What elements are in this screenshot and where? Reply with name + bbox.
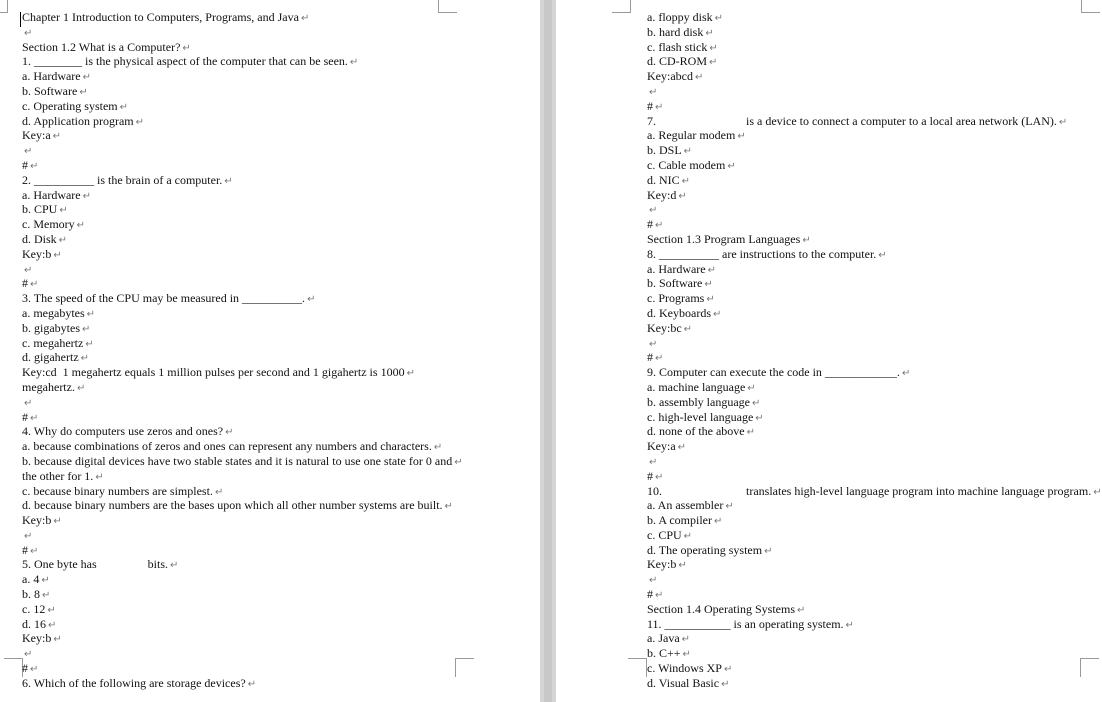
paragraph-mark-icon: ↵ bbox=[82, 72, 92, 84]
line-text: Key:cd 1 megahertz equals 1 million pulses per second and 1 gigahertz is 1000 bbox=[22, 365, 405, 380]
paragraph-mark-icon: ↵ bbox=[709, 57, 718, 69]
line-text: c. Operating system bbox=[22, 98, 118, 113]
paragraph-mark-icon: ↵ bbox=[747, 382, 756, 394]
crop-mark-top-left bbox=[612, 0, 631, 13]
document-line[interactable] bbox=[647, 411, 1092, 426]
document-line[interactable] bbox=[647, 70, 1092, 85]
line-text: 10. translates high-level language program into machine language program. bbox=[647, 483, 1092, 498]
document-line[interactable] bbox=[647, 470, 1092, 485]
line-text: # bbox=[22, 276, 28, 291]
paragraph-mark-icon: ↵ bbox=[706, 294, 715, 306]
document-line[interactable] bbox=[22, 425, 522, 440]
document-line[interactable] bbox=[647, 529, 1092, 544]
paragraph-mark-icon: ↵ bbox=[76, 382, 86, 394]
line-text: c. Windows XP bbox=[647, 661, 722, 676]
document-line[interactable] bbox=[22, 514, 522, 529]
line-text: 8. __________ are instructions to the computer. bbox=[647, 246, 877, 261]
paragraph-mark-icon: ↵ bbox=[24, 649, 33, 661]
paragraph-mark-icon: ↵ bbox=[182, 42, 191, 54]
line-text: # bbox=[647, 217, 653, 232]
line-text: 2. __________ is the brain of a computer. bbox=[22, 172, 223, 187]
line-text: Section 1.2 What is a Computer? bbox=[22, 39, 181, 54]
line-text: # bbox=[22, 542, 28, 557]
line-text: d. because binary numbers are the bases upon which all other number systems are built. bbox=[22, 498, 443, 513]
document-line[interactable] bbox=[647, 618, 1092, 633]
paragraph-mark-icon: ↵ bbox=[30, 279, 39, 291]
document-line[interactable] bbox=[22, 144, 522, 159]
paragraph-mark-icon: ↵ bbox=[79, 86, 88, 98]
document-line[interactable] bbox=[22, 11, 522, 26]
paragraph-mark-icon: ↵ bbox=[170, 560, 179, 572]
line-text: Key:a bbox=[22, 128, 51, 143]
paragraph-mark-icon: ↵ bbox=[224, 175, 233, 187]
paragraph-mark-icon: ↵ bbox=[681, 634, 691, 646]
document-line[interactable] bbox=[22, 499, 522, 514]
document-line[interactable] bbox=[647, 100, 1092, 115]
paragraph-mark-icon: ↵ bbox=[707, 264, 717, 276]
document-line[interactable] bbox=[22, 618, 522, 633]
line-text: d. none of the above bbox=[647, 424, 745, 439]
line-text: b. A compiler bbox=[647, 513, 712, 528]
document-page-left[interactable] bbox=[0, 0, 540, 702]
document-line[interactable] bbox=[647, 514, 1092, 529]
document-line[interactable] bbox=[647, 115, 1092, 130]
paragraph-mark-icon: ↵ bbox=[678, 190, 687, 202]
paragraph-mark-icon: ↵ bbox=[95, 471, 104, 483]
paragraph-mark-icon: ↵ bbox=[694, 72, 704, 84]
paragraph-mark-icon: ↵ bbox=[433, 442, 443, 454]
line-text: a. Hardware bbox=[22, 187, 81, 202]
paragraph-mark-icon: ↵ bbox=[24, 146, 33, 158]
line-text: d. Keyboards bbox=[647, 305, 711, 320]
document-line[interactable] bbox=[22, 115, 522, 130]
paragraph-mark-icon: ↵ bbox=[59, 205, 68, 217]
document-line[interactable] bbox=[22, 292, 522, 307]
paragraph-mark-icon: ↵ bbox=[725, 501, 734, 513]
line-text: b. Software bbox=[22, 83, 78, 98]
line-text: Key:b bbox=[647, 557, 677, 572]
document-line[interactable] bbox=[22, 558, 522, 573]
document-line[interactable] bbox=[22, 366, 522, 381]
paragraph-mark-icon: ↵ bbox=[723, 664, 733, 676]
paragraph-mark-icon: ↵ bbox=[135, 116, 145, 128]
document-line[interactable] bbox=[22, 662, 522, 677]
line-text: d. Visual Basic bbox=[647, 675, 720, 690]
document-line[interactable] bbox=[647, 632, 1092, 647]
line-text: b. Software bbox=[647, 276, 703, 291]
paragraph-mark-icon: ↵ bbox=[82, 323, 91, 335]
document-line[interactable] bbox=[22, 603, 522, 618]
paragraph-mark-icon: ↵ bbox=[705, 27, 714, 39]
paragraph-mark-icon: ↵ bbox=[76, 220, 86, 232]
line-text: # bbox=[647, 587, 653, 602]
line-text: # bbox=[647, 350, 653, 365]
document-line[interactable] bbox=[647, 218, 1092, 233]
paragraph-mark-icon: ↵ bbox=[683, 146, 693, 158]
paragraph-mark-icon: ↵ bbox=[214, 486, 224, 498]
paragraph-mark-icon: ↵ bbox=[802, 234, 811, 246]
document-line[interactable] bbox=[22, 248, 522, 263]
paragraph-mark-icon: ↵ bbox=[764, 545, 773, 557]
line-text: d. The operating system bbox=[647, 542, 763, 557]
line-text: 3. The speed of the CPU may be measured in __________. bbox=[22, 291, 306, 306]
paragraph-mark-icon: ↵ bbox=[714, 516, 723, 528]
document-line[interactable] bbox=[22, 189, 522, 204]
line-text: Key:b bbox=[22, 246, 52, 261]
paragraph-mark-icon: ↵ bbox=[712, 308, 722, 320]
line-text: c. high-level language bbox=[647, 409, 754, 424]
line-text: 6. Which of the following are storage devices? bbox=[22, 675, 246, 690]
paragraph-mark-icon: ↵ bbox=[52, 131, 62, 143]
paragraph-mark-icon: ↵ bbox=[247, 678, 257, 690]
paragraph-mark-icon: ↵ bbox=[683, 323, 693, 335]
line-text: Chapter 1 Introduction to Computers, Programs, and Java bbox=[22, 10, 299, 24]
paragraph-mark-icon: ↵ bbox=[300, 13, 310, 24]
paragraph-mark-icon: ↵ bbox=[454, 456, 463, 468]
paragraph-mark-icon: ↵ bbox=[41, 575, 50, 587]
document-line[interactable] bbox=[647, 203, 1092, 218]
paragraph-mark-icon: ↵ bbox=[48, 619, 57, 631]
line-text: # bbox=[22, 661, 28, 676]
line-text: Key:abcd bbox=[647, 69, 693, 84]
paragraph-mark-icon: ↵ bbox=[678, 560, 687, 572]
document-line[interactable] bbox=[22, 41, 522, 56]
paragraph-mark-icon: ↵ bbox=[878, 249, 887, 261]
line-text: c. Cable modem bbox=[647, 157, 726, 172]
paragraph-mark-icon: ↵ bbox=[737, 131, 746, 143]
paragraph-mark-icon: ↵ bbox=[58, 234, 68, 246]
paragraph-mark-icon: ↵ bbox=[796, 604, 806, 616]
paragraph-mark-icon: ↵ bbox=[1058, 116, 1068, 128]
document-line[interactable] bbox=[647, 544, 1092, 559]
line-text: a. Regular modem bbox=[647, 128, 736, 143]
line-text: d. Disk bbox=[22, 231, 57, 246]
page-gutter bbox=[540, 0, 556, 702]
line-text: a. floppy disk bbox=[647, 10, 713, 24]
crop-mark-bottom-left bbox=[628, 658, 647, 677]
paragraph-mark-icon: ↵ bbox=[649, 338, 658, 350]
line-text: d. gigahertz bbox=[22, 350, 79, 365]
document-line[interactable] bbox=[647, 307, 1092, 322]
document-line[interactable] bbox=[647, 558, 1092, 573]
line-text: Key:d bbox=[647, 187, 677, 202]
document-line[interactable] bbox=[22, 544, 522, 559]
line-text: # bbox=[647, 98, 653, 113]
text-cursor bbox=[20, 12, 21, 27]
line-text: c. CPU bbox=[647, 527, 682, 542]
paragraph-mark-icon: ↵ bbox=[714, 13, 724, 24]
document-line[interactable] bbox=[647, 483, 1102, 500]
paragraph-mark-icon: ↵ bbox=[82, 190, 92, 202]
line-text: d. Application program bbox=[22, 113, 134, 128]
line-text: Key:b bbox=[22, 513, 52, 528]
line-text: a. Java bbox=[647, 631, 680, 646]
paragraph-mark-icon: ↵ bbox=[53, 634, 62, 646]
document-line[interactable] bbox=[22, 381, 522, 396]
line-text: b. assembly language bbox=[647, 394, 750, 409]
paragraph-mark-icon: ↵ bbox=[901, 368, 911, 380]
line-text: 11. ___________ is an operating system. bbox=[647, 616, 844, 631]
paragraph-mark-icon: ↵ bbox=[30, 160, 39, 172]
document-line[interactable] bbox=[647, 233, 1092, 248]
page-text-right[interactable] bbox=[647, 10, 1102, 692]
line-text: # bbox=[647, 468, 653, 483]
paragraph-mark-icon: ↵ bbox=[655, 353, 664, 365]
line-text: a. because combinations of zeros and ones can represent any numbers and characters. bbox=[22, 439, 432, 454]
line-text: 4. Why do computers use zeros and ones? bbox=[22, 424, 224, 439]
document-line[interactable] bbox=[22, 485, 522, 500]
crop-mark-bottom-left bbox=[4, 658, 23, 677]
line-text: d. 16 bbox=[22, 616, 46, 631]
line-text: d. CD-ROM bbox=[647, 54, 708, 69]
paragraph-mark-icon: ↵ bbox=[30, 412, 39, 424]
line-text: c. Memory bbox=[22, 217, 75, 232]
line-text: 1. ________ is the physical aspect of the computer that can be seen. bbox=[22, 54, 348, 69]
line-text: a. machine language bbox=[647, 379, 746, 394]
paragraph-mark-icon: ↵ bbox=[1093, 486, 1102, 498]
document-line[interactable] bbox=[647, 647, 1092, 662]
crop-mark-top-left bbox=[0, 0, 8, 13]
line-text: 5. One byte has bits. bbox=[22, 557, 168, 572]
document-line[interactable] bbox=[647, 292, 1092, 307]
line-text: b. because digital devices have two stable states and it is natural to use one state for 0 and bbox=[22, 453, 453, 468]
line-text: Key:a bbox=[647, 439, 676, 454]
line-text: c. megahertz bbox=[22, 335, 84, 350]
line-text: # bbox=[22, 157, 28, 172]
line-text: c. 12 bbox=[22, 601, 46, 616]
document-line[interactable] bbox=[647, 396, 1092, 411]
paragraph-mark-icon: ↵ bbox=[677, 442, 687, 454]
line-text: c. flash stick bbox=[647, 39, 708, 54]
document-line[interactable] bbox=[647, 248, 1092, 263]
paragraph-mark-icon: ↵ bbox=[655, 220, 664, 232]
paragraph-mark-icon: ↵ bbox=[751, 397, 761, 409]
paragraph-mark-icon: ↵ bbox=[42, 590, 51, 602]
document-line[interactable] bbox=[647, 41, 1092, 56]
line-text: 7. is a device to connect a computer to a local area network (LAN). bbox=[647, 113, 1057, 128]
paragraph-mark-icon: ↵ bbox=[649, 456, 658, 468]
document-line[interactable] bbox=[647, 277, 1092, 292]
document-line[interactable] bbox=[22, 85, 522, 100]
document-line[interactable] bbox=[22, 322, 522, 337]
paragraph-mark-icon: ↵ bbox=[649, 205, 658, 217]
document-line[interactable] bbox=[647, 337, 1092, 352]
line-text: b. C++ bbox=[647, 646, 681, 661]
paragraph-mark-icon: ↵ bbox=[53, 249, 62, 261]
line-text: a. An assembler bbox=[647, 498, 724, 513]
document-line[interactable] bbox=[647, 603, 1092, 618]
paragraph-mark-icon: ↵ bbox=[30, 664, 39, 676]
document-line[interactable] bbox=[22, 677, 522, 692]
line-text: Key:bc bbox=[647, 320, 682, 335]
line-text: a. 4 bbox=[22, 572, 40, 587]
paragraph-mark-icon: ↵ bbox=[746, 427, 756, 439]
document-line[interactable] bbox=[647, 26, 1092, 41]
document-line[interactable] bbox=[22, 174, 522, 189]
line-text: b. DSL bbox=[647, 143, 682, 158]
document-line[interactable] bbox=[22, 159, 522, 174]
document-line[interactable] bbox=[647, 144, 1092, 159]
paragraph-mark-icon: ↵ bbox=[682, 649, 691, 661]
paragraph-mark-icon: ↵ bbox=[53, 516, 62, 528]
paragraph-mark-icon: ↵ bbox=[225, 427, 234, 439]
paragraph-mark-icon: ↵ bbox=[655, 101, 664, 113]
document-line[interactable] bbox=[22, 411, 522, 426]
line-text: b. hard disk bbox=[647, 24, 704, 39]
line-text: megahertz. bbox=[22, 379, 75, 394]
paragraph-mark-icon: ↵ bbox=[444, 501, 453, 513]
document-line[interactable] bbox=[22, 277, 522, 292]
document-line[interactable] bbox=[22, 647, 522, 662]
document-line[interactable] bbox=[647, 425, 1092, 440]
line-text: 9. Computer can execute the code in ____________. bbox=[647, 365, 900, 380]
document-line[interactable] bbox=[647, 351, 1092, 366]
paragraph-mark-icon: ↵ bbox=[80, 353, 90, 365]
document-line[interactable] bbox=[22, 351, 522, 366]
line-text: Key:b bbox=[22, 631, 52, 646]
document-line[interactable] bbox=[647, 159, 1092, 174]
paragraph-mark-icon: ↵ bbox=[655, 590, 664, 602]
document-line[interactable] bbox=[22, 55, 522, 70]
document-line[interactable] bbox=[22, 337, 522, 352]
document-line[interactable] bbox=[22, 26, 522, 41]
paragraph-mark-icon: ↵ bbox=[845, 619, 854, 631]
paragraph-mark-icon: ↵ bbox=[24, 397, 33, 409]
paragraph-mark-icon: ↵ bbox=[727, 160, 736, 172]
document-line[interactable] bbox=[22, 100, 522, 115]
paragraph-mark-icon: ↵ bbox=[704, 279, 713, 291]
document-line[interactable] bbox=[647, 455, 1092, 470]
document-line[interactable] bbox=[647, 55, 1092, 70]
line-text: the other for 1. bbox=[22, 468, 94, 483]
document-line[interactable] bbox=[647, 366, 1092, 381]
document-line[interactable] bbox=[22, 440, 522, 455]
line-text: a. megabytes bbox=[22, 305, 85, 320]
line-text: b. 8 bbox=[22, 587, 40, 602]
document-line[interactable] bbox=[647, 85, 1092, 100]
document-line[interactable] bbox=[22, 455, 522, 470]
paragraph-mark-icon: ↵ bbox=[307, 294, 316, 306]
line-text: c. Programs bbox=[647, 291, 705, 306]
document-line[interactable] bbox=[647, 381, 1092, 396]
document-line[interactable] bbox=[647, 440, 1092, 455]
line-text: Section 1.4 Operating Systems bbox=[647, 601, 795, 616]
paragraph-mark-icon: ↵ bbox=[649, 86, 658, 98]
document-line[interactable] bbox=[22, 218, 522, 233]
paragraph-mark-icon: ↵ bbox=[681, 175, 691, 187]
line-text: c. because binary numbers are simplest. bbox=[22, 483, 213, 498]
document-line[interactable] bbox=[22, 470, 522, 485]
document-line[interactable] bbox=[22, 263, 522, 278]
document-page-right[interactable] bbox=[556, 0, 1102, 702]
paragraph-mark-icon: ↵ bbox=[709, 42, 718, 54]
line-text: d. NIC bbox=[647, 172, 680, 187]
page-text-left[interactable] bbox=[22, 11, 522, 692]
document-line[interactable] bbox=[647, 129, 1092, 144]
line-text: Section 1.3 Program Languages bbox=[647, 231, 801, 246]
document-line[interactable] bbox=[22, 588, 522, 603]
paragraph-mark-icon: ↵ bbox=[24, 27, 33, 39]
document-line[interactable] bbox=[22, 573, 522, 588]
document-line[interactable] bbox=[647, 662, 1092, 677]
document-line[interactable] bbox=[22, 70, 522, 85]
document-line[interactable] bbox=[22, 307, 522, 322]
document-line[interactable] bbox=[647, 499, 1092, 514]
paragraph-mark-icon: ↵ bbox=[24, 264, 33, 276]
document-line[interactable] bbox=[22, 129, 522, 144]
document-line[interactable] bbox=[22, 529, 522, 544]
paragraph-mark-icon: ↵ bbox=[406, 368, 415, 380]
line-text: a. Hardware bbox=[647, 261, 706, 276]
paragraph-mark-icon: ↵ bbox=[721, 678, 730, 690]
paragraph-mark-icon: ↵ bbox=[683, 530, 693, 542]
paragraph-mark-icon: ↵ bbox=[86, 308, 96, 320]
document-line[interactable] bbox=[647, 11, 1092, 26]
document-line[interactable] bbox=[22, 396, 522, 411]
paragraph-mark-icon: ↵ bbox=[30, 545, 39, 557]
paragraph-mark-icon: ↵ bbox=[349, 57, 359, 69]
paragraph-mark-icon: ↵ bbox=[119, 101, 129, 113]
line-text: # bbox=[22, 409, 28, 424]
line-text: b. CPU bbox=[22, 202, 58, 217]
line-text: b. gigabytes bbox=[22, 320, 80, 335]
paragraph-mark-icon: ↵ bbox=[24, 530, 33, 542]
line-text: a. Hardware bbox=[22, 69, 81, 84]
document-line[interactable] bbox=[22, 632, 522, 647]
paragraph-mark-icon: ↵ bbox=[85, 338, 94, 350]
document-line[interactable] bbox=[647, 263, 1092, 278]
document-line[interactable] bbox=[647, 677, 1092, 692]
paragraph-mark-icon: ↵ bbox=[649, 575, 658, 587]
paragraph-mark-icon: ↵ bbox=[47, 604, 56, 616]
document-line[interactable] bbox=[22, 203, 522, 218]
document-line[interactable] bbox=[647, 189, 1092, 204]
document-line[interactable] bbox=[647, 588, 1092, 603]
document-line[interactable] bbox=[22, 233, 522, 248]
document-line[interactable] bbox=[647, 573, 1092, 588]
paragraph-mark-icon: ↵ bbox=[755, 412, 764, 424]
document-line[interactable] bbox=[647, 174, 1092, 189]
paragraph-mark-icon: ↵ bbox=[655, 471, 664, 483]
document-line[interactable] bbox=[647, 322, 1092, 337]
